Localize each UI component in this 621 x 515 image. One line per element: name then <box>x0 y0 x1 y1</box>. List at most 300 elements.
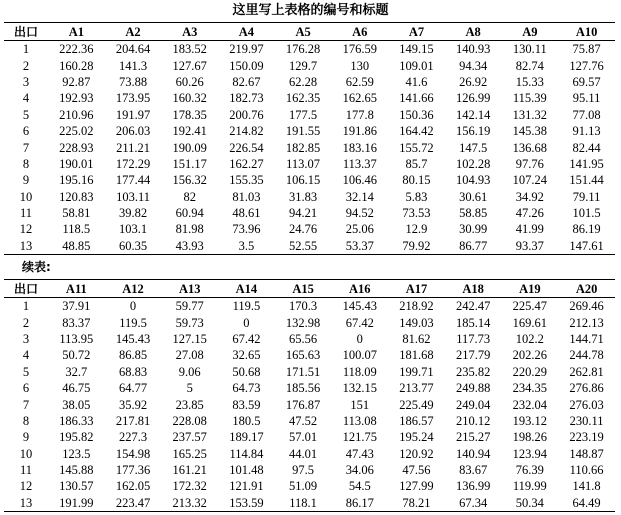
table-cell: 118.09 <box>342 364 377 379</box>
table-cell: 32.65 <box>232 348 261 363</box>
column-header: A7 <box>408 24 425 39</box>
table-cell: 162.27 <box>229 156 264 171</box>
table-cell: 160.32 <box>172 91 207 106</box>
outlet-number: 10 <box>19 189 33 204</box>
table-cell: 76.39 <box>515 463 544 478</box>
outlet-number: 4 <box>22 348 30 363</box>
table-cell: 67.42 <box>345 315 374 330</box>
table-row <box>4 298 615 315</box>
outlet-number: 2 <box>22 58 30 73</box>
table-cell: 109.01 <box>399 58 434 73</box>
table-cell: 130 <box>350 58 370 73</box>
table-cell: 97.5 <box>292 463 315 478</box>
table-cell: 5.83 <box>405 189 428 204</box>
table-cell: 91.13 <box>572 124 601 139</box>
table-cell: 47.26 <box>515 206 544 221</box>
table-cell: 118.5 <box>62 222 91 237</box>
table-cell: 41.6 <box>405 74 428 89</box>
table-cell: 73.88 <box>118 74 148 89</box>
table-cell: 136.99 <box>455 479 491 494</box>
outlet-number: 1 <box>22 42 30 57</box>
table-cell: 217.81 <box>115 413 151 428</box>
column-header: A10 <box>575 24 598 39</box>
outlet-number: 12 <box>19 479 33 494</box>
table-cell: 75.87 <box>572 42 601 57</box>
table-cell: 54.5 <box>348 479 371 494</box>
table-cell: 127.67 <box>172 58 207 73</box>
table-cell: 73.96 <box>232 222 261 237</box>
column-header: A13 <box>178 281 201 296</box>
table-cell: 3.5 <box>238 238 255 253</box>
table-row <box>4 238 615 255</box>
table-cell: 132.98 <box>285 315 321 330</box>
table-cell: 149.15 <box>399 42 434 57</box>
column-header: A2 <box>125 24 141 39</box>
table-row <box>4 189 615 205</box>
table-cell: 62.28 <box>289 74 318 89</box>
table-cell: 57.01 <box>289 430 318 445</box>
table-cell: 85.7 <box>405 156 428 171</box>
table-cell: 86.19 <box>572 222 601 237</box>
table-cell: 234.35 <box>512 381 548 396</box>
table-cell: 5 <box>186 381 193 396</box>
table-cell: 86.77 <box>459 238 488 253</box>
table-row <box>4 314 615 330</box>
table-cell: 150.09 <box>229 58 264 73</box>
column-header: A12 <box>122 281 144 296</box>
table-cell: 58.85 <box>459 206 488 221</box>
table-cell: 30.99 <box>459 222 488 237</box>
table-row <box>4 172 615 188</box>
table-row <box>4 331 615 347</box>
table-cell: 117.73 <box>456 331 491 346</box>
table-cell: 198.26 <box>512 430 548 445</box>
column-header: A8 <box>465 24 481 39</box>
column-header: A11 <box>65 281 87 296</box>
table-cell: 262.81 <box>569 364 604 379</box>
table-cell: 153.59 <box>229 495 264 510</box>
table-cell: 176.28 <box>285 42 321 57</box>
table-cell: 162.65 <box>342 91 377 106</box>
table-cell: 230.11 <box>569 413 604 428</box>
table-row <box>4 74 615 90</box>
table-cell: 165.63 <box>285 348 321 363</box>
table-cell: 83.59 <box>232 397 261 412</box>
table-cell: 31.83 <box>289 189 318 204</box>
table-cell: 114.84 <box>229 446 264 461</box>
table-cell: 12.9 <box>405 222 428 237</box>
table-cell: 148.87 <box>569 446 604 461</box>
table-cell: 195.82 <box>59 430 94 445</box>
outlet-number: 3 <box>22 74 30 89</box>
table-cell: 276.86 <box>569 381 604 396</box>
table-row <box>4 495 615 512</box>
table-cell: 145.43 <box>115 331 151 346</box>
table-cell: 79.92 <box>402 238 431 253</box>
table-cell: 242.47 <box>455 299 491 314</box>
table-cell: 64.77 <box>118 381 148 396</box>
table-cell: 142.14 <box>455 107 491 122</box>
table-cell: 182.73 <box>229 91 264 106</box>
table-cell: 155.35 <box>229 173 264 188</box>
table-cell: 127.99 <box>399 479 434 494</box>
table-row <box>4 380 615 396</box>
table-cell: 103.11 <box>116 189 150 204</box>
table-cell: 50.72 <box>62 348 91 363</box>
table-cell: 102.2 <box>515 331 544 346</box>
table-cell: 161.21 <box>172 463 207 478</box>
outlet-number: 3 <box>22 331 30 346</box>
table-cell: 83.67 <box>459 463 488 478</box>
table-row <box>4 429 615 445</box>
table-row <box>4 446 615 462</box>
table-cell: 228.93 <box>59 140 94 155</box>
outlet-number: 7 <box>22 140 30 155</box>
column-header: A18 <box>462 281 484 296</box>
table-cell: 185.14 <box>455 315 491 330</box>
table-cell: 130.11 <box>512 42 547 57</box>
table-cell: 173.95 <box>115 91 151 106</box>
table-title: 这里写上表格的编号和标题 <box>232 3 389 18</box>
table-cell: 227.3 <box>118 430 148 445</box>
table-cell: 121.91 <box>229 479 264 494</box>
table-cell: 191.99 <box>59 495 94 510</box>
table-cell: 94.34 <box>459 58 488 73</box>
table-cell: 213.32 <box>172 495 207 510</box>
table-cell: 191.55 <box>285 124 321 139</box>
table-cell: 182.85 <box>285 140 321 155</box>
table-cell: 73.53 <box>402 206 431 221</box>
column-header: A17 <box>405 281 428 296</box>
table-cell: 60.94 <box>175 206 204 221</box>
table-cell: 119.99 <box>512 479 547 494</box>
table-row <box>4 156 615 172</box>
table-cell: 176.59 <box>342 42 377 57</box>
table-cell: 217.79 <box>455 348 491 363</box>
outlet-number: 4 <box>22 91 30 106</box>
table-cell: 46.75 <box>62 381 91 396</box>
table-cell: 162.05 <box>115 479 151 494</box>
column-header: A5 <box>295 24 311 39</box>
table-cell: 83.37 <box>62 315 91 330</box>
table-header-row <box>4 23 615 41</box>
table-cell: 206.03 <box>115 124 151 139</box>
table-cell: 183.52 <box>172 42 207 57</box>
outlet-number: 11 <box>19 206 33 221</box>
table-cell: 151.44 <box>569 173 604 188</box>
table-cell: 58.81 <box>62 206 91 221</box>
table-cell: 27.08 <box>175 348 204 363</box>
table-cell: 118.1 <box>289 495 317 510</box>
table-cell: 121.75 <box>342 430 377 445</box>
outlet-number: 9 <box>22 430 30 445</box>
table-cell: 220.29 <box>512 364 548 379</box>
table-cell: 200.76 <box>229 107 264 122</box>
table-cell: 104.93 <box>455 173 491 188</box>
table-cell: 32.7 <box>65 364 88 379</box>
table-cell: 195.24 <box>399 430 434 445</box>
header-outlet: 出口 <box>13 24 38 39</box>
table-cell: 82.67 <box>232 74 261 89</box>
table-cell: 80.15 <box>402 173 431 188</box>
table-cell: 34.92 <box>515 189 544 204</box>
table-cell: 115.39 <box>512 91 547 106</box>
table-row <box>4 221 615 237</box>
table-cell: 78.21 <box>402 495 431 510</box>
table-cell: 190.01 <box>59 156 94 171</box>
table-cell: 53.37 <box>345 238 374 253</box>
column-header: A16 <box>349 281 371 296</box>
table-cell: 59.77 <box>175 299 204 314</box>
outlet-number: 7 <box>22 397 30 412</box>
table-cell: 15.33 <box>515 74 544 89</box>
table-cell: 192.93 <box>59 91 94 106</box>
column-header: A3 <box>182 24 198 39</box>
outlet-number: 2 <box>22 315 30 330</box>
table-cell: 113.08 <box>342 413 377 428</box>
table-cell: 79.11 <box>572 189 601 204</box>
table-cell: 249.04 <box>455 397 491 412</box>
table-cell: 86.85 <box>118 348 148 363</box>
table-row <box>4 347 615 363</box>
table-cell: 62.59 <box>345 74 374 89</box>
data-table-2 <box>4 279 615 512</box>
table-cell: 149.03 <box>399 315 434 330</box>
outlet-number: 13 <box>19 238 33 253</box>
table-cell: 82 <box>183 189 196 204</box>
table-cell: 155.72 <box>399 140 434 155</box>
table-cell: 67.34 <box>459 495 488 510</box>
column-header: A1 <box>68 24 84 39</box>
table-cell: 37.91 <box>62 299 91 314</box>
table-cell: 215.27 <box>455 430 491 445</box>
table-cell: 225.02 <box>59 124 94 139</box>
table-cell: 141.8 <box>572 479 601 494</box>
table-cell: 0 <box>129 299 137 314</box>
table-cell: 9.06 <box>178 364 201 379</box>
table-cell: 123.5 <box>62 446 91 461</box>
column-header: A20 <box>575 281 598 296</box>
table-cell: 183.16 <box>342 140 377 155</box>
table-cell: 38.05 <box>62 397 91 412</box>
table-cell: 86.17 <box>345 495 374 510</box>
table-cell: 65.56 <box>289 331 318 346</box>
table-row <box>4 107 615 123</box>
table-cell: 169.61 <box>512 315 548 330</box>
table-cell: 92.87 <box>62 74 91 89</box>
table-cell: 177.36 <box>115 463 151 478</box>
table-cell: 94.21 <box>289 206 318 221</box>
table-cell: 141.95 <box>569 156 604 171</box>
table-cell: 77.08 <box>572 107 601 122</box>
outlet-number: 5 <box>22 364 30 379</box>
table-cell: 141.66 <box>399 91 434 106</box>
column-header: A4 <box>238 24 255 39</box>
table-cell: 202.26 <box>512 348 548 363</box>
table-cell: 213.77 <box>399 381 434 396</box>
table-cell: 151.17 <box>172 156 207 171</box>
outlet-number: 10 <box>19 446 33 461</box>
table-cell: 218.92 <box>399 299 434 314</box>
table-row <box>4 478 615 494</box>
table-cell: 94.52 <box>345 206 374 221</box>
table-cell: 225.49 <box>399 397 434 412</box>
table-cell: 81.03 <box>232 189 261 204</box>
table-cell: 25.06 <box>345 222 374 237</box>
table-cell: 64.49 <box>572 495 601 510</box>
table-cell: 23.85 <box>175 397 204 412</box>
table-cell: 211.21 <box>116 140 150 155</box>
table-cell: 103.1 <box>118 222 148 237</box>
table-cell: 210.12 <box>455 413 491 428</box>
table-cell: 235.82 <box>455 364 491 379</box>
table-cell: 151 <box>350 397 370 412</box>
table-cell: 26.92 <box>459 74 488 89</box>
table-cell: 191.97 <box>115 107 151 122</box>
table-cell: 160.28 <box>59 58 94 73</box>
table-cell: 106.46 <box>342 173 377 188</box>
table-cell: 223.19 <box>569 430 604 445</box>
table-cell: 127.15 <box>172 331 207 346</box>
table-cell: 35.92 <box>118 397 148 412</box>
table-cell: 195.16 <box>59 173 94 188</box>
table-cell: 0 <box>243 315 250 330</box>
outlet-number: 8 <box>22 156 30 171</box>
table-cell: 145.43 <box>342 299 377 314</box>
table-cell: 219.97 <box>229 42 264 57</box>
table-cell: 50.68 <box>232 364 261 379</box>
table-cell: 68.83 <box>118 364 148 379</box>
table-cell: 102.28 <box>455 156 491 171</box>
table-cell: 34.06 <box>345 463 374 478</box>
table-cell: 156.19 <box>455 124 491 139</box>
table-cell: 60.26 <box>175 74 204 89</box>
table-row <box>4 413 615 429</box>
table-cell: 43.93 <box>175 238 204 253</box>
table-row <box>4 123 615 139</box>
table-cell: 193.12 <box>512 413 548 428</box>
outlet-number: 6 <box>22 124 30 139</box>
table-cell: 156.32 <box>172 173 207 188</box>
table-cell: 172.32 <box>172 479 207 494</box>
table-cell: 164.42 <box>399 124 434 139</box>
table-cell: 147.61 <box>569 238 604 253</box>
table-cell: 178.35 <box>172 107 207 122</box>
table-cell: 44.01 <box>289 446 318 461</box>
table-cell: 162.35 <box>285 91 321 106</box>
table-cell: 192.41 <box>172 124 207 139</box>
table-cell: 130.57 <box>59 479 94 494</box>
table-cell: 82.44 <box>572 140 601 155</box>
table-cell: 190.09 <box>172 140 207 155</box>
table-cell: 181.68 <box>399 348 434 363</box>
table-cell: 185.56 <box>285 381 321 396</box>
table-cell: 50.34 <box>515 495 544 510</box>
outlet-number: 8 <box>22 413 30 428</box>
table-cell: 170.3 <box>289 299 318 314</box>
column-header: A19 <box>519 281 541 296</box>
table-cell: 126.99 <box>455 91 491 106</box>
table-cell: 119.5 <box>232 299 261 314</box>
table-cell: 237.57 <box>172 430 207 445</box>
table-cell: 101.5 <box>572 206 601 221</box>
table-cell: 123.94 <box>512 446 548 461</box>
column-header: A6 <box>352 24 368 39</box>
table-row <box>4 90 615 106</box>
table-cell: 177.8 <box>345 107 374 122</box>
table-cell: 47.52 <box>289 413 318 428</box>
table-cell: 48.61 <box>232 206 261 221</box>
table-cell: 93.37 <box>515 238 544 253</box>
table-cell: 222.36 <box>59 42 94 57</box>
table-cell: 186.57 <box>399 413 434 428</box>
table-cell: 67.42 <box>232 331 261 346</box>
table-cell: 210.96 <box>59 107 94 122</box>
table-row <box>4 205 615 221</box>
header-outlet: 出口 <box>13 281 38 296</box>
data-table-1 <box>4 22 615 255</box>
table-cell: 32.14 <box>345 189 374 204</box>
outlet-number: 1 <box>22 299 30 314</box>
table-cell: 132.15 <box>342 381 377 396</box>
table-cell: 141.3 <box>118 58 148 73</box>
outlet-number: 13 <box>19 495 33 510</box>
table-cell: 127.76 <box>569 58 604 73</box>
table-cell: 165.25 <box>172 446 207 461</box>
table-cell: 59.73 <box>175 315 204 330</box>
table-cell: 269.46 <box>569 299 604 314</box>
outlet-number: 6 <box>22 381 30 396</box>
table-cell: 48.85 <box>62 238 91 253</box>
table-cell: 41.99 <box>515 222 544 237</box>
table-cell: 97.76 <box>515 156 544 171</box>
table-cell: 82.74 <box>515 58 544 73</box>
table-cell: 95.11 <box>572 91 601 106</box>
table-cell: 120.92 <box>399 446 434 461</box>
table-row <box>4 41 615 58</box>
table-cell: 131.32 <box>512 107 548 122</box>
table-cell: 107.24 <box>512 173 548 188</box>
table-cell: 52.55 <box>289 238 318 253</box>
table-cell: 0 <box>356 331 363 346</box>
table-cell: 113.95 <box>59 331 94 346</box>
table-cell: 110.66 <box>569 463 604 478</box>
table-cell: 30.61 <box>459 189 488 204</box>
outlet-number: 9 <box>22 173 30 188</box>
table-header-row <box>4 280 615 298</box>
table-cell: 81.62 <box>402 331 431 346</box>
table-cell: 212.13 <box>569 315 604 330</box>
table-cell: 232.04 <box>512 397 548 412</box>
table-cell: 177.44 <box>115 173 151 188</box>
continuation-label: 续表: <box>22 260 51 274</box>
column-header: A9 <box>522 24 538 39</box>
table-cell: 100.07 <box>342 348 377 363</box>
table-cell: 228.08 <box>172 413 207 428</box>
table-cell: 172.29 <box>115 156 151 171</box>
table-cell: 39.82 <box>118 206 148 221</box>
outlet-number: 5 <box>22 107 30 122</box>
table-cell: 189.17 <box>229 430 264 445</box>
table-cell: 249.88 <box>455 381 491 396</box>
column-header: A15 <box>292 281 314 296</box>
table-row <box>4 139 615 155</box>
outlet-number: 12 <box>19 222 33 237</box>
table-cell: 176.87 <box>285 397 321 412</box>
table-cell: 81.98 <box>175 222 204 237</box>
table-cell: 244.78 <box>569 348 604 363</box>
table-cell: 276.03 <box>569 397 604 412</box>
